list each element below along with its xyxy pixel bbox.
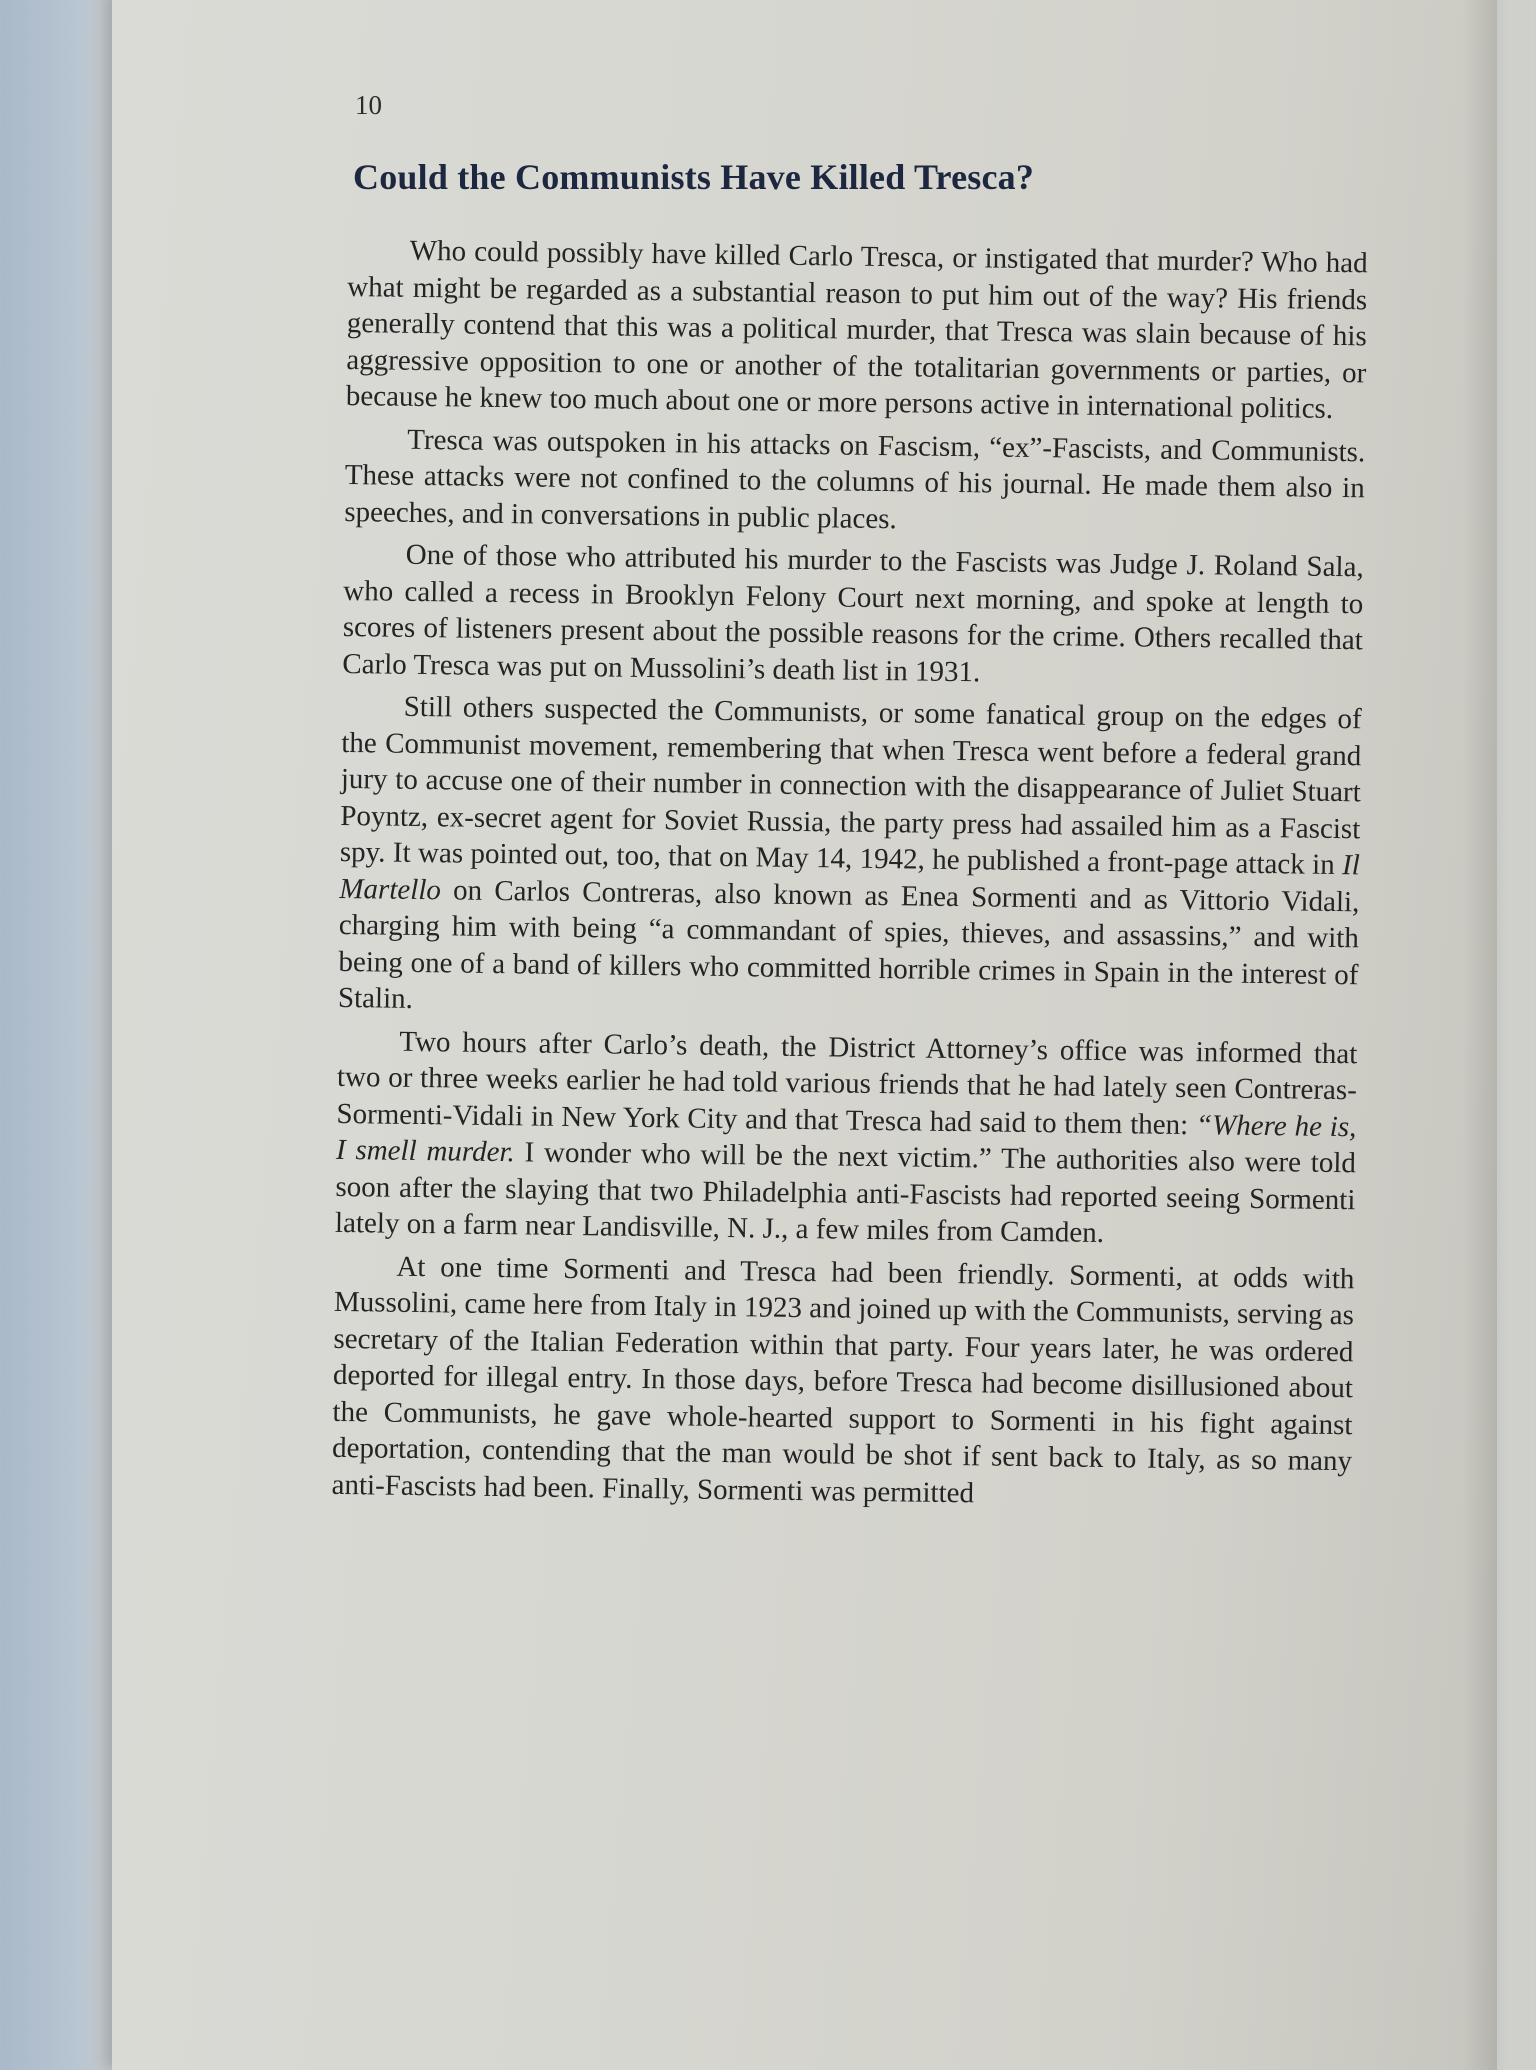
paragraph — [342, 536, 1364, 695]
paragraph-text: One of those who attributed his murder to the Fascists was Judge J. Roland Sala, who called a recess in Brooklyn Felony Court next morning, and spoke at length to scores of listeners present about the possible reasons for the crime. Others recalled that Carlo Tresca was put on Mussolini’s death list in 1931. — [342, 538, 1364, 688]
paragraph — [346, 232, 1368, 428]
paragraph — [338, 688, 1362, 1030]
paragraph-text: on Carlos Contreras, also known as Enea Sormenti and as Vittorio Vidali, charging him with being “a commandant of spies, thieves, and assassins,” and with being one of a band of killers who committed horrible crimes in Spain in the interest of Stalin. — [337, 873, 1360, 1015]
italic-text: Il Martello — [339, 849, 1361, 906]
paragraph-text: At one time Sormenti and Tresca had been friendly. Sormenti, at odds with Mussolini, came here from Italy in 1923 and joined up with the Communists, serving as secretary of the Italian Federation within that party. Four years later, he was ordered deported for illegal entry. In those days, before Tresca had become disillusioned about the Communists, he gave whole-hearted support to Sormenti in his fight against deportation, contending that the man would be shot if sent back to Italy, as so many anti-Fascists had been. Finally, Sormenti was permitted — [331, 1250, 1355, 1509]
page-heading: Could the Communists Have Killed Tresca? — [353, 157, 1035, 197]
paragraph — [331, 1247, 1354, 1516]
italic-text: “Where he is, I smell murder. — [335, 1108, 1357, 1169]
paragraph-text: Who could possibly have killed Carlo Tresca, or instigated that murder? Who had what might be regarded as a substantial reason to put him out of the way? His friends generally contend that this was a political murder, that Tresca was slain because of his aggressive opposition to one or another of the totalitarian governments or parties, or because he knew too much about one or more persons active in international politics. — [345, 234, 1368, 425]
paragraph-text: I wonder who will be the next victim.” The authorities also were told soon after the slaying that two Philadelphia anti-Fascists had reported seeing Sormenti lately on a farm near Landisville, N. J., a few miles from Camden. — [334, 1136, 1357, 1249]
page-number: 10 — [355, 90, 382, 120]
page-edge-shadow — [1463, 0, 1497, 2070]
body-text — [331, 232, 1368, 1522]
paragraph-text: Tresca was outspoken in his attacks on Fascism, “ex”-Fascists, and Communists. These attacks were not confined to the columns of his journal. He made them also in speeches, and in conversations in public places. — [344, 423, 1366, 535]
paragraph-text: Two hours after Carlo’s death, the District Attorney’s office was informed that two or three weeks earlier he had told various friends that he had lately seen Contreras-Sormenti-Vidali in New York City and that Tresca had said to them then: — [336, 1025, 1358, 1141]
paragraph — [344, 420, 1365, 543]
paragraph — [335, 1022, 1358, 1254]
paragraph-text: Still others suspected the Communists, or some fanatical group on the edges of the Communist movement, remembering that when Tresca went before a federal grand jury to accuse one of their number in connection with the disappearance of Juliet Stuart Poyntz, ex-secret agent for Soviet Russia, the party press had assailed him as a Fascist spy. It was pointed out, too, that on May 14, 1942, he published a front-page attack in — [339, 690, 1362, 882]
